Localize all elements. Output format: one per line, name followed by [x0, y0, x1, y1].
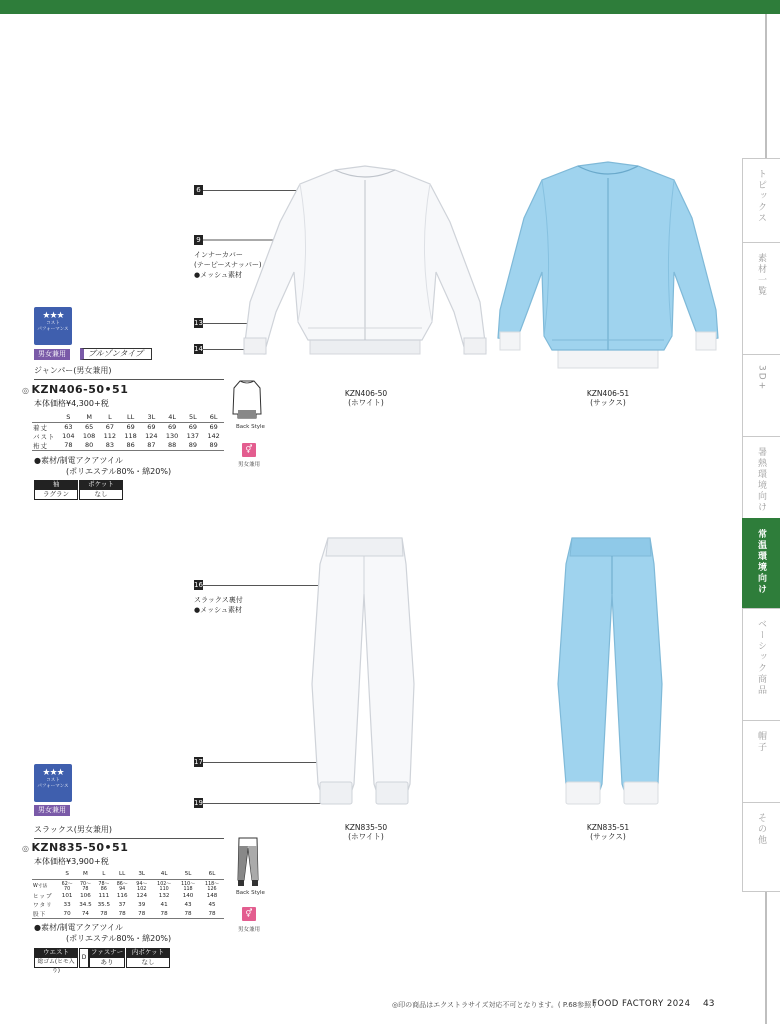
callout-number: 14	[194, 345, 203, 353]
size-table	[32, 413, 224, 451]
back-style-label: Back Style	[236, 890, 265, 896]
product-caption: KZN835-51 (サックス)	[586, 823, 630, 841]
zipper-icon: D	[79, 948, 89, 968]
table-row: 裄丈 78 80 83 86 87 88 89 89	[32, 441, 224, 451]
side-tab-materials[interactable]: 素材一覧	[742, 242, 780, 354]
material-info: ●素材/制電アクアツイル (ポリエステル80%・綿20%)	[34, 923, 172, 943]
section-title: ジャンパー(男女兼用)	[34, 366, 112, 375]
side-tab-heat[interactable]: 暑熱環境向け	[742, 436, 780, 518]
callout-number: 6	[194, 185, 203, 195]
callout-number: 19	[194, 799, 203, 807]
top-green-bar	[0, 0, 780, 14]
divider	[34, 379, 224, 380]
table-row: ヒップ 101 106 111 116 124 132 140 148	[33, 893, 218, 900]
unisex-label: 男女兼用	[238, 927, 261, 933]
back-style-jacket-illustration	[232, 378, 262, 422]
back-style-pants-illustration	[236, 836, 260, 888]
feature-waist: ウエスト 総ゴム(ヒモ入り)	[34, 948, 78, 968]
cost-performance-badge: ★★★ コスト パフォーマンス	[34, 764, 72, 802]
size-header-row: S M L LL 3L 4L 5L 6L	[32, 413, 224, 422]
model-number: ◎ KZN835-50•51	[22, 841, 129, 854]
white-jacket-image	[240, 162, 490, 372]
callout-number: 17	[194, 758, 203, 766]
divider	[34, 838, 224, 839]
footer-note: ◎印の商品はエクストラサイズ対応不可となります。( P.68参照 )	[392, 1001, 597, 1009]
gender-tag: 男女兼用	[34, 805, 70, 816]
side-tab-3d[interactable]: 3D+	[742, 354, 780, 436]
feature-zipper: D ファスナー あり	[79, 948, 125, 968]
model-number: ◎ KZN406-50•51	[22, 383, 129, 396]
sax-blue-slacks-image	[552, 534, 668, 814]
side-tab-normal-temp[interactable]: 常温環境向け	[742, 518, 780, 608]
white-slacks-image	[306, 534, 418, 816]
type-tag: ブルゾンタイプ	[80, 348, 152, 360]
side-tab-topics[interactable]: トピックス	[742, 158, 780, 242]
product-caption: KZN406-50 (ホワイト)	[344, 389, 388, 407]
cost-performance-badge: ★★★ コスト パフォーマンス	[34, 307, 72, 345]
price: 本体価格¥4,300+税	[34, 399, 109, 408]
callout-number: 13	[194, 319, 203, 327]
gender-tag: 男女兼用	[34, 349, 70, 360]
feature-pocket: ポケット なし	[79, 480, 123, 500]
table-row: 着丈 63 65 67 69 69 69 69 69	[33, 423, 218, 432]
side-tab-hats[interactable]: 帽子	[742, 720, 780, 802]
callout-number: 16	[194, 581, 203, 589]
table-row: W寸法 62〜70 70〜78 78〜86 86〜94 94〜102 102〜110 110〜118 118〜126	[33, 881, 219, 892]
unisex-label: 男女兼用	[238, 462, 261, 468]
feature-inner-pocket: 内ポケット なし	[126, 948, 170, 968]
material-info: ●素材/制電アクアツイル (ポリエステル80%・綿20%)	[34, 456, 172, 476]
product-caption: KZN835-50 (ホワイト)	[344, 823, 388, 841]
footer-title: FOOD FACTORY 2024	[592, 999, 691, 1009]
unisex-icon: ⚥	[242, 443, 256, 457]
side-tab-other[interactable]: その他	[742, 802, 780, 892]
side-tab-basic[interactable]: ベーシック商品	[742, 608, 780, 720]
callout-number: 9	[194, 235, 203, 245]
callout-text: スラックス裏付 ●メッシュ素材	[194, 596, 243, 614]
price: 本体価格¥3,900+税	[34, 857, 109, 866]
size-header-row: S M L LL 3L 4L 5L 6L	[32, 870, 224, 879]
page-number: 43	[703, 999, 715, 1009]
feature-sleeve: 袖 ラグラン	[34, 480, 78, 500]
feature-table	[34, 480, 124, 500]
sax-blue-jacket-image	[496, 160, 722, 374]
table-row: 股下 70 74 78 78 78 78 78 78	[32, 910, 224, 919]
size-table	[32, 870, 224, 919]
feature-table	[34, 948, 171, 974]
table-row: バスト 104 108 112 118 124 130 137 142	[33, 432, 220, 441]
table-row: ワタリ 33 34.5 35.5 37 39 41 43 45	[33, 902, 216, 909]
section-title: スラックス(男女兼用)	[34, 825, 113, 834]
back-style-label: Back Style	[236, 424, 265, 430]
product-caption: KZN406-51 (サックス)	[586, 389, 630, 407]
callout-text: インナーカバー (テーピースナッパー) ●メッシュ素材	[194, 251, 262, 279]
unisex-icon: ⚥	[242, 907, 256, 921]
